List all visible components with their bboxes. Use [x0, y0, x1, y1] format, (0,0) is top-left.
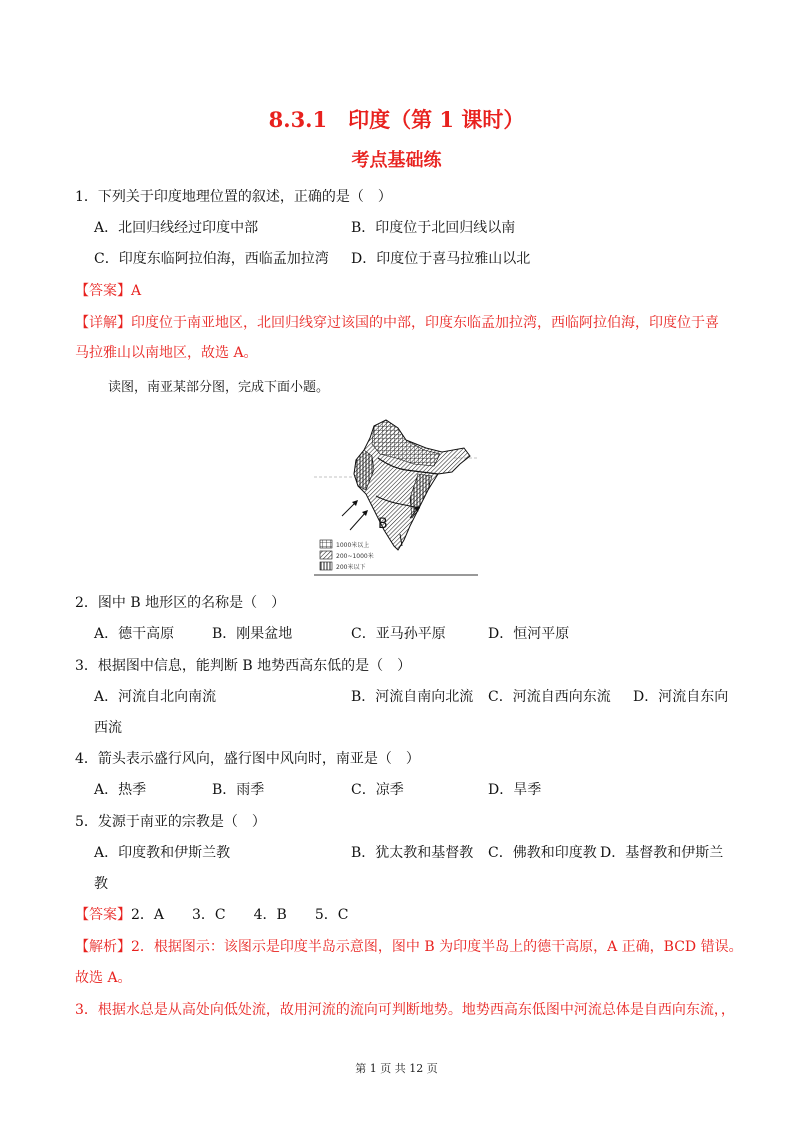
answers-line [75, 904, 348, 924]
legend-swatch-mid [320, 551, 332, 559]
answers-label: 【答案】 [75, 907, 131, 923]
q3-stem: 3．根据图中信息，能判断 B 地势西高东低的是（ ） [75, 658, 412, 674]
q4-option-d: D．旱季 [488, 782, 542, 798]
q1-option-c: C．印度东临阿拉伯海，西临孟加拉湾 [94, 251, 329, 267]
q5-option-d-continued: 教 [94, 876, 108, 892]
q4-stem: 4．箭头表示盛行风向，盛行图中风向时，南亚是（ ） [75, 751, 420, 767]
q1-detail-line1: 【详解】印度位于南亚地区，北回归线穿过该国的中部，印度东临孟加拉湾，西临阿拉伯海，印度位于喜 [75, 315, 719, 331]
q2-stem: 2．图中 B 地形区的名称是（ ） [75, 595, 286, 611]
q5-option-d: D．基督教和伊斯兰 [600, 845, 724, 861]
q2-option-a: A．德干高原 [94, 626, 175, 642]
page-footer: 第 1 页 共 12 页 [355, 1062, 438, 1075]
q5-option-c: C．佛教和印度教 [488, 845, 597, 861]
q5-option-b: B．犹太教和基督教 [351, 845, 474, 861]
q3-option-c: C．河流自西向东流 [488, 689, 611, 705]
legend-label-mid: 200~1000米 [336, 553, 374, 560]
legend-swatch-low [320, 562, 332, 570]
q3-option-d: D．河流自东向 [633, 689, 729, 705]
q4-option-b: B．雨季 [212, 782, 265, 798]
q2-option-d: D．恒河平原 [488, 626, 570, 642]
legend-swatch-high [320, 540, 332, 548]
page-title: 8.3.1 印度（第 1 课时） [268, 107, 525, 132]
q1-option-d: D．印度位于喜马拉雅山以北 [351, 251, 531, 267]
q1-stem: 1．下列关于印度地理位置的叙述，正确的是（ ） [75, 189, 392, 205]
legend-label-low: 200米以下 [336, 564, 366, 571]
analysis-label: 【解析】 [75, 939, 131, 955]
analysis-line2: 故选 A。 [75, 970, 132, 986]
q1-option-b: B．印度位于北回归线以南 [351, 220, 516, 236]
q1-option-a: A．北回归线经过印度中部 [94, 220, 259, 236]
q5-option-a: A．印度教和伊斯兰教 [94, 845, 231, 861]
map-graphic [314, 398, 478, 578]
south-asia-map [314, 398, 478, 578]
q4-option-c: C．凉季 [351, 782, 404, 798]
q1-detail-line2: 马拉雅山以南地区，故选 A。 [75, 345, 258, 361]
analysis-line1 [75, 936, 743, 956]
legend-label-high: 1000米以上 [336, 542, 370, 549]
analysis-line3: 3．根据水总是从高处向低处流，故用河流的流向可判断地势。地势西高东低图中河流总体是自西向东流，， [75, 1002, 735, 1018]
answers-text: 2．A 3．C 4．B 5．C [131, 907, 349, 923]
q5-stem: 5．发源于南亚的宗教是（ ） [75, 814, 266, 830]
q2-option-b: B．刚果盆地 [212, 626, 293, 642]
section-subtitle: 考点基础练 [351, 150, 442, 171]
q3-option-b: B．河流自南向北流 [351, 689, 474, 705]
map-label-b: B [378, 516, 388, 532]
analysis-text-1: 2．根据图示：该图示是印度半岛示意图，图中 B 为印度半岛上的德干高原，A 正确，BCD 错误。 [131, 939, 743, 955]
q3-option-a: A．河流自北向南流 [94, 689, 217, 705]
q2-option-c: C．亚马孙平原 [351, 626, 446, 642]
q3-option-d-continued: 西流 [94, 720, 122, 736]
q4-option-a: A．热季 [94, 782, 147, 798]
q1-answer: 【答案】A [75, 283, 142, 299]
map-intro: 读图，南亚某部分图，完成下面小题。 [108, 380, 330, 395]
